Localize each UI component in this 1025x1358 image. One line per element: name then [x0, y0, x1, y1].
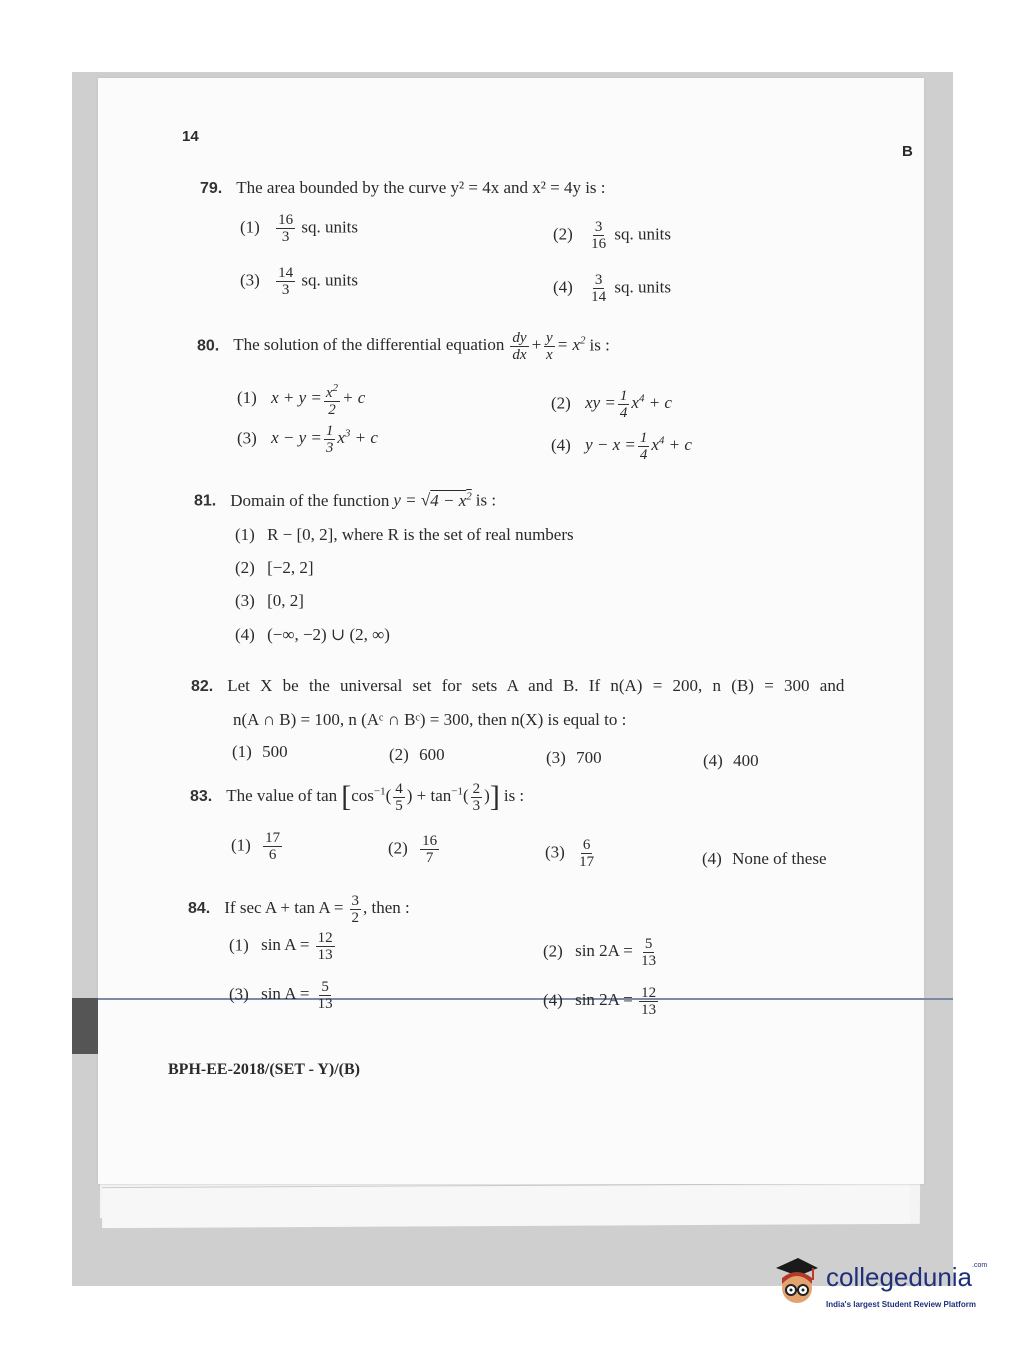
underlying-sheet: [102, 1183, 910, 1228]
option-label: (2): [553, 224, 573, 244]
option-2: [553, 219, 671, 252]
option-text: 600: [419, 745, 445, 764]
page-number: 14: [182, 128, 199, 145]
option-label: (4): [543, 990, 563, 1010]
denominator: 6: [268, 847, 277, 863]
logo-tagline: India's largest Student Review Platform: [826, 1300, 976, 1309]
option-label: (2): [551, 393, 571, 413]
option-1: [232, 742, 288, 762]
question-number: 81.: [194, 492, 217, 510]
question-text-line2: n(A ∩ B) = 100, n (Aᶜ ∩ Bᶜ) = 300, then n(X) is equal to :: [233, 710, 627, 729]
question-text: If sec A + tan A =: [224, 898, 344, 918]
logo-wordmark: collegedunia: [826, 1262, 973, 1292]
numerator: 3: [594, 272, 603, 288]
scan-edge-strip: [72, 998, 98, 1054]
set-marker: B: [902, 143, 913, 160]
numerator: 5: [644, 936, 653, 952]
option-4: [703, 751, 759, 771]
question-suffix: is :: [589, 335, 610, 355]
question-79: [200, 178, 606, 198]
option-4: [235, 625, 390, 645]
option-text: [−2, 2]: [267, 558, 314, 577]
unit: sq. units: [614, 277, 672, 297]
question-suffix: is :: [475, 490, 497, 510]
option-1: [229, 930, 337, 963]
numerator: 5: [321, 979, 329, 995]
option-label: (3): [229, 984, 249, 1004]
question-83: [190, 780, 524, 814]
option-lhs: sin A =: [261, 935, 310, 955]
option-lhs: sin 2A =: [575, 990, 633, 1010]
option-text: (−∞, −2) ∪ (2, ∞): [267, 625, 390, 644]
option-1: [231, 830, 284, 863]
unit: sq. units: [614, 224, 672, 244]
option-1: (1) x + y = $\frac{x^2}{2}$ + c: [237, 382, 366, 418]
option-label: (4): [235, 625, 255, 644]
option-label: (4): [553, 277, 573, 297]
question-suffix: is :: [503, 785, 525, 805]
option-label: (3): [237, 428, 257, 448]
option-1: [240, 212, 358, 245]
option-4: [702, 849, 827, 869]
question-number: 83.: [190, 787, 213, 805]
numerator: 16: [278, 212, 294, 228]
question-suffix: , then :: [363, 898, 410, 918]
option-text: 500: [262, 742, 288, 761]
denominator: 3: [281, 229, 290, 245]
trig-expression: [$\cos^{-1}$( $\frac{4}{5}$ ) + $\tan^{-1}$( $\frac{2}{3}$ )]: [341, 780, 500, 814]
option-2: [543, 936, 660, 969]
logo-domain: .com: [972, 1262, 988, 1269]
option-3: [240, 265, 358, 298]
equation: $\frac{dy}{dx}$ + $\frac{y}{x}$ = $x^2$: [512, 330, 586, 363]
option-text: R − [0, 2], where R is the set of real numbers: [267, 525, 574, 544]
option-1: [235, 525, 574, 545]
denominator: 14: [591, 289, 607, 305]
question-80: [197, 330, 610, 363]
option-label: (3): [235, 591, 255, 610]
option-label: (1): [240, 217, 260, 237]
numerator: 3: [594, 219, 603, 235]
option-4: [553, 272, 671, 305]
unit: sq. units: [301, 270, 359, 290]
collegedunia-logo[interactable]: [768, 1254, 988, 1317]
unit: sq. units: [301, 217, 359, 237]
option-lhs: sin 2A =: [575, 941, 633, 961]
option-label: (4): [703, 751, 723, 770]
question-number: 84.: [188, 900, 211, 918]
option-label: (3): [546, 748, 566, 767]
denominator: 13: [641, 1002, 657, 1018]
option-label: (3): [240, 270, 260, 290]
denominator: 3: [281, 282, 290, 298]
option-label: (1): [237, 387, 257, 407]
option-text: [0, 2]: [267, 591, 304, 610]
question-number: 82.: [191, 678, 214, 695]
question-text: The value of tan: [226, 785, 338, 805]
option-label: (1): [231, 835, 251, 855]
question-text: The area bounded by the curve y² = 4x and x² = 4y is :: [236, 178, 606, 197]
denominator: 17: [579, 854, 595, 870]
question-text: Domain of the function: [230, 490, 390, 510]
option-3: (3) x − y = $\frac{1}{3}$ $x^3 + c$: [237, 423, 378, 456]
option-4: [543, 985, 660, 1018]
numerator: 14: [278, 265, 294, 281]
option-3: [546, 748, 602, 768]
numerator: 12: [317, 930, 333, 946]
option-3: [229, 979, 337, 1012]
option-2: [235, 558, 314, 578]
option-3: [235, 591, 304, 611]
mascot-icon: [768, 1254, 826, 1312]
question-text: The solution of the differential equation: [233, 335, 505, 355]
exam-page: [98, 78, 924, 1184]
numerator: 12: [641, 985, 657, 1001]
numerator: 17: [265, 830, 281, 846]
option-2: [388, 833, 441, 866]
option-label: (4): [702, 849, 722, 868]
option-2: (2) xy = $\frac{1}{4}$ $x^4 + c$: [551, 388, 672, 421]
question-text: Let X be the universal set for sets A and B. If n(A) = 200, n (B) = 300 and: [227, 676, 845, 695]
denominator: 7: [425, 850, 434, 866]
question-84: 84. If sec A + tan A = $\frac{3}{2}$ , then :: [188, 893, 410, 926]
numerator: 6: [582, 837, 591, 853]
option-lhs: sin A =: [261, 984, 310, 1004]
question-81: [194, 490, 496, 511]
question-82: [191, 676, 844, 696]
question-number: 80.: [197, 337, 220, 355]
option-label: (1): [232, 742, 252, 761]
option-label: (1): [229, 935, 249, 955]
option-text: 700: [576, 748, 602, 767]
option-text: 400: [733, 751, 759, 770]
option-label: (4): [551, 435, 571, 455]
question-number: 79.: [200, 180, 223, 197]
function-expression: $y = √4 - x^2$: [393, 490, 472, 510]
option-3: [545, 837, 598, 870]
option-text: None of these: [732, 849, 827, 868]
option-2: [389, 745, 445, 765]
option-label: (2): [543, 941, 563, 961]
option-label: (2): [388, 838, 408, 858]
numerator: 16: [422, 833, 438, 849]
option-label: (2): [235, 558, 255, 577]
denominator: 13: [317, 996, 333, 1012]
option-label: (1): [235, 525, 255, 544]
option-label: (3): [545, 842, 565, 862]
denominator: 13: [317, 947, 333, 963]
option-label: (2): [389, 745, 409, 764]
denominator: 16: [591, 236, 607, 252]
scan-edge-line: [72, 998, 953, 1000]
option-4: (4) y − x = $\frac{1}{4}$ $x^4 + c$: [551, 430, 692, 463]
denominator: 13: [641, 953, 657, 969]
paper-code-footer: BPH-EE-2018/(SET - Y)/(B): [168, 1061, 361, 1078]
